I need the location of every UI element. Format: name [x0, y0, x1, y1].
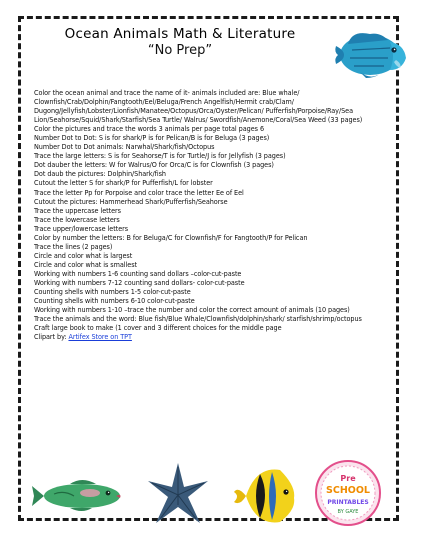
clipart-credit — [34, 332, 398, 341]
list-item: Circle and color what is largest — [34, 250, 133, 260]
list-item: Number Dot to Dot: S is for shark/P is for Pelican/B is for Beluga (3 pages) — [34, 133, 270, 143]
header — [30, 24, 330, 58]
list-item: Color the ocean animal and trace the name of it- animals included are: Blue whale/ Clownfish/Crab/Dolphin/Fangtooth/Eel/Beluga/French Angelfish/Hermit crab/Clam/ Dugong/Jellyfish/Lobster/Lionfish/Manatee/Octopus/Orca/Oyster/Pelican/ Pufferfish/Porpoise/Ray/Sea Lion/Seahorse/Squid/Shark/Starfish/Sea Turtle/ Walrus/ Swordfish/Anemone/Coral/Sea Weed (33 pages) — [34, 88, 363, 125]
list-item: Color by number the letters: B for Beluga/C for Clownfish/F for Fangtooth/P for Pelican — [34, 232, 308, 242]
logo-school: SCHOOL — [326, 485, 370, 496]
credit-label: Clipart by: — [34, 332, 69, 342]
list-item: Trace the large letters: S is for Seahorse/T is for Turtle/J is for Jellyfish (3 pages) — [34, 151, 286, 161]
angelfish-icon — [234, 470, 294, 523]
list-item: Working with numbers 1-6 counting sand dollars –color-cut-paste — [34, 268, 242, 278]
page-title: Ocean Animals Math & Literature — [64, 26, 296, 42]
list-item: Number Dot to Dot animals: Narwhal/Shark/fish/Octopus — [34, 142, 215, 152]
page-subtitle: “No Prep” — [147, 43, 213, 58]
logo-pre: Pre — [340, 474, 356, 483]
list-item: Cutout the pictures: Hammerhead Shark/Pufferfish/Seahorse — [34, 196, 228, 206]
list-item: Dot daub the pictures: Dolphin/Shark/fish — [34, 169, 166, 179]
list-item: Trace the animals and the word: Blue fish/Blue Whale/Clownfish/dolphin/shark/ starfish/shrimp/octopus — [34, 314, 362, 324]
list-item: Counting shells with numbers 6-10 color-cut-paste — [34, 296, 195, 306]
logo-by: BY GAYE — [337, 509, 359, 515]
activity-list — [34, 88, 398, 341]
list-item: Craft large book to make (1 cover and 3 different choices for the middle page — [34, 323, 282, 333]
list-item: Working with numbers 1-10 –trace the number and color the correct amount of animals (10 pages) — [34, 305, 350, 315]
list-item: Trace the lowercase letters — [34, 214, 120, 224]
starfish-icon — [148, 463, 208, 523]
list-item: Color the pictures and trace the words 3 animals per page total pages 6 — [34, 124, 265, 134]
list-item: Dot dauber the letters: W for Walrus/O for Orca/C is for Clownfish (3 pages) — [34, 160, 274, 170]
artifex-store-link[interactable]: Artifex Store on TPT — [68, 332, 132, 342]
bottom-illustrations — [30, 460, 390, 530]
logo-printables: PRINTABLES — [327, 499, 369, 506]
list-item: Trace the lines (2 pages) — [34, 241, 113, 251]
list-item: Cutout the letter S for shark/P for Pufferfish/L for lobster — [34, 178, 213, 188]
wrasse-fish-icon — [330, 22, 410, 84]
list-item: Trace the uppercase letters — [34, 205, 121, 215]
list-item: Counting shells with numbers 1-5 color-cut-paste — [34, 287, 191, 297]
list-item: Trace the letter Pp for Porpoise and color trace the letter Ee of Eel — [34, 187, 244, 197]
list-item: Working with numbers 7-12 counting sand dollars- color-cut-paste — [34, 277, 245, 287]
green-fish-icon — [32, 480, 121, 511]
preschool-printables-logo — [316, 461, 380, 525]
list-item: Trace upper/lowercase letters — [34, 223, 129, 233]
list-item: Circle and color what is smallest — [34, 259, 138, 269]
